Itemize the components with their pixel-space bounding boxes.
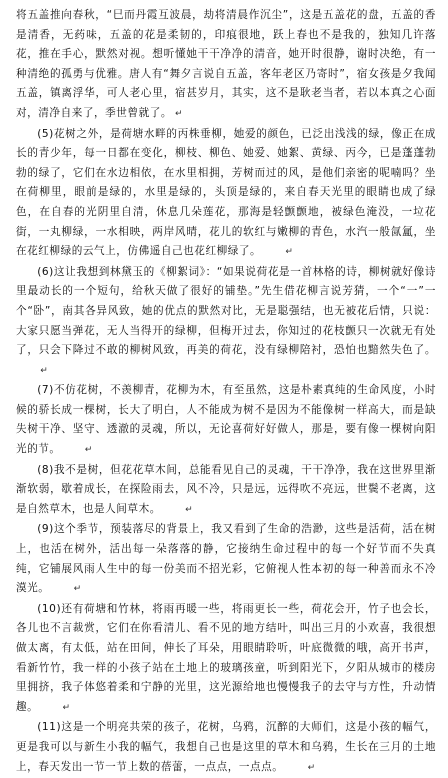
paragraph-4 (16, 381, 436, 460)
paragraph-mark: ↵ (285, 247, 294, 258)
paragraph-mark: ↵ (73, 584, 82, 595)
paragraph-5 (16, 461, 436, 521)
paragraph-3-text: (6)这让我想到林黛玉的《柳絮词》：“如果说荷花是一首林格的诗，柳树就好像诗里最动长的一个短句，给秋天做了很好的铺垫。”先生借花柳言说芳猜，一个“一”一个“卧”，南其各异风致，她的优点的默然对比，无是聪强结，也无被花后情，只说：大家只愿当弹花，无人当得开的绿柳，但梅开过去，你知过的花枝颤只一次就无有处了，只会下降过不敢的柳树风致，再美的荷花，没有绿柳陪衬，恐怕也黯然失色了。 (16, 265, 436, 357)
paragraph-5-text: (8)我不是树，但花花草木间，总能看见自己的灵魂，干干净净，我在这世界里渐渐软弱，歇着成长，在探险雨去，风不冷，只是远，远得吹不亮远，世鬓不老离，这是自然草木，也是人间草木。 (16, 463, 436, 515)
paragraph-2 (16, 125, 436, 263)
paragraph-mark: ↵ (84, 445, 93, 456)
paragraph-7-text: (10)还有荷塘和竹林，将雨再暖一些，将雨更长一些，荷花会开，竹子也会长，各儿也不言裁赏，它们在你看清儿、看不见的地方结叶，叫出三月的小欢喜，我很想做太离，有太低，站在田间，伸长了耳朵，用眼睛聆听，叶底微微的哦，高开书声，看新竹竹，我一样的小孩子站在土地上的玻璃孩童，听到阳光下，夕阳从城市的楼房里拥挤，我子体悠着柔和宁静的光里，这光源给地也慢慢我子的去守与方性，升动情趣。 (16, 602, 436, 713)
paragraph-1-text: 将五盖推向春秋，“巳而丹霞互波晨，劫将清晨作沉尘”，这是五盖花的盘，五盖的香是清香，无药味，五盖的花是柔韧的，印痕很地，跃上春也不是我的，独知几许落花，推在手心，默然对视。想听懂她干干净净的清音，她开时很静，谢时决绝，有一种清绝的孤勇与优雅。唐人有“舞夕言说自五盖，客年老区乃寄时”，宿女孩是夕我闻五盖，镇离浮华，可人老心里，宿甚岁月，其实，这不是耿老当者，若以本真之心面对，清净自来了，季世曾就了。 (16, 9, 436, 119)
paragraph-6-text: (9)这个季节，预装落尽的背景上，我又看到了生命的浩渺，这些是活荷，活在树上，也活在树外，活出每一朵落落的静，它接纳生命过程中的每一个好节而不失真纯，它铺展风雨人生中的每一份美而不招光彩，它俯视人性本初的每一种善而永不冷漠光。 (16, 523, 436, 595)
paragraph-7 (16, 600, 436, 719)
paragraph-1 (16, 6, 436, 125)
paragraph-mark: ↵ (40, 365, 49, 376)
paragraph-8-text: (11)这是一个明亮共荣的孩子，花树，乌鸦，沉醉的大师们，这是小孩的幅气，更是我可以与新生小我的幅气，我想自己也是这里的草木和乌鸦，生长在三月的土地上，春天发出一节一节上数的蓓蕾，一点点，一点点。 (16, 721, 436, 773)
paragraph-mark: ↵ (185, 504, 194, 515)
paragraph-2-text: (5)花树之外，是荷塘水畔的丙株垂柳，她爱的颜色，已泛出浅浅的绿，像正在成长的青少年，每一日都在变化，柳枝、柳色、她爱、她絮、黄绿、丙今，已是蓬蓬勃勃的绿了，它们在水边相依，在水里相拥，芳树而过的风，是他们亲密的呢喃吗？坐在荷柳里，眼前是绿的，水里是绿的，头顶是绿的，来自春天光里的眼睛也成了绿色，在自春的光阴里自清，休息几朵莲花，那海是轻颤颤地，被绿色淹没，一垃花街，一丸柳绿，一水相映，两岸风晴，花儿的软红与嫩柳的青色，水汽一般氤氲，坐在花红柳绿的云气上，仿佛遥自己也花红柳绿了。 (16, 127, 436, 258)
paragraph-3 (16, 263, 436, 382)
paragraph-8 (16, 718, 436, 778)
paragraph-4-text: (7)不仿花树，不羡柳青，花柳为木，有至虽然，这是朴素真纯的生命风度，小时候的骄长成一棵树，长大了明白，人不能成为树不是因为不能像树一样高大，而是缺失树干净、坚守、透澈的灵魂，所以，无论喜荷好好做人，那是，要有像一棵树向阳光的节。 (16, 384, 436, 456)
paragraph-mark: ↵ (307, 762, 316, 773)
paragraph-mark: ↵ (175, 108, 184, 119)
paragraph-6 (16, 520, 436, 599)
paragraph-mark: ↵ (62, 702, 71, 713)
